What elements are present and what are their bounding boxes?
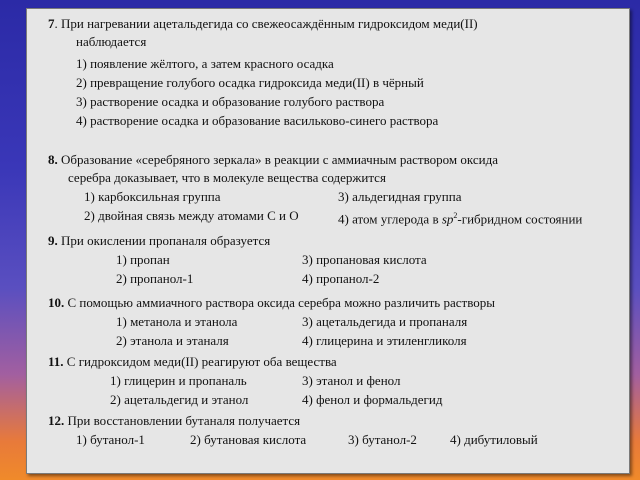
question-12-number: 12. <box>48 413 65 428</box>
question-9-option-3: 3) пропановая кислота <box>302 252 427 267</box>
question-11-option-4: 4) фенол и формальдегид <box>302 392 443 407</box>
question-12-option-4: 4) дибутиловый <box>450 432 538 447</box>
question-8-option-1: 1) карбоксильная группа <box>84 189 221 204</box>
question-12-option-2: 2) бутановая кислота <box>190 432 307 447</box>
question-10-option-3: 3) ацетальдегида и пропаналя <box>302 314 468 329</box>
question-7-option-4: 4) растворение осадка и образование васильково-синего раствора <box>76 113 439 128</box>
question-11-number: 11. <box>48 354 64 369</box>
question-11-text: С гидроксидом меди(II) реагируют оба вещества <box>63 354 337 369</box>
question-9-option-1: 1) пропан <box>116 252 170 267</box>
question-7-number: 7 <box>48 16 55 31</box>
question-10-option-4: 4) глицерина и этиленгликоля <box>302 333 467 348</box>
question-10-option-2: 2) этанола и этаналя <box>116 333 229 348</box>
question-7-line1 <box>48 16 478 31</box>
question-8-line1 <box>48 152 498 167</box>
question-8-option-2: 2) двойная связь между атомами С и О <box>84 208 299 223</box>
question-12-text: При восстановлении бутаналя получается <box>64 413 301 428</box>
question-7-option-2: 2) превращение голубого осадка гидроксида меди(II) в чёрный <box>76 75 424 90</box>
question-12-option-1: 1) бутанол-1 <box>76 432 145 447</box>
question-10-option-1: 1) метанола и этанола <box>116 314 238 329</box>
question-12-option-3: 3) бутанол-2 <box>348 432 417 447</box>
question-8-text: Образование «серебряного зеркала» в реакции с аммиачным раствором оксида <box>57 152 498 167</box>
question-9-option-2: 2) пропанол-1 <box>116 271 194 286</box>
question-7-line2: наблюдается <box>76 34 147 49</box>
question-9-number: 9. <box>48 233 58 248</box>
question-7-option-1: 1) появление жёлтого, а затем красного осадка <box>76 56 334 71</box>
question-9-line1 <box>48 233 270 248</box>
question-12-line1 <box>48 413 300 428</box>
question-10-text: С помощью аммиачного раствора оксида серебра можно различить растворы <box>64 295 495 310</box>
question-10-line1 <box>48 295 495 310</box>
question-11-option-2: 2) ацетальдегид и этанол <box>110 392 249 407</box>
question-8-number: 8. <box>48 152 58 167</box>
question-7-text: . При нагревании ацетальдегида со свежеосаждённым гидроксидом меди(II) <box>54 16 478 31</box>
question-10-number: 10. <box>48 295 65 310</box>
question-8-option-4: 4) атом углерода в $sp^2$-гибридном состоянии <box>338 211 583 227</box>
question-9-text: При окислении пропаналя образуется <box>57 233 271 248</box>
question-8-line2: серебра доказывает, что в молекуле вещества содержится <box>68 170 386 185</box>
question-7-option-3: 3) растворение осадка и образование голубого раствора <box>76 94 385 109</box>
question-11-option-3: 3) этанол и фенол <box>302 373 401 388</box>
question-11-option-1: 1) глицерин и пропаналь <box>110 373 247 388</box>
question-8-option-3: 3) альдегидная группа <box>338 189 462 204</box>
question-9-option-4: 4) пропанол-2 <box>302 271 380 286</box>
question-11-line1 <box>48 354 337 369</box>
